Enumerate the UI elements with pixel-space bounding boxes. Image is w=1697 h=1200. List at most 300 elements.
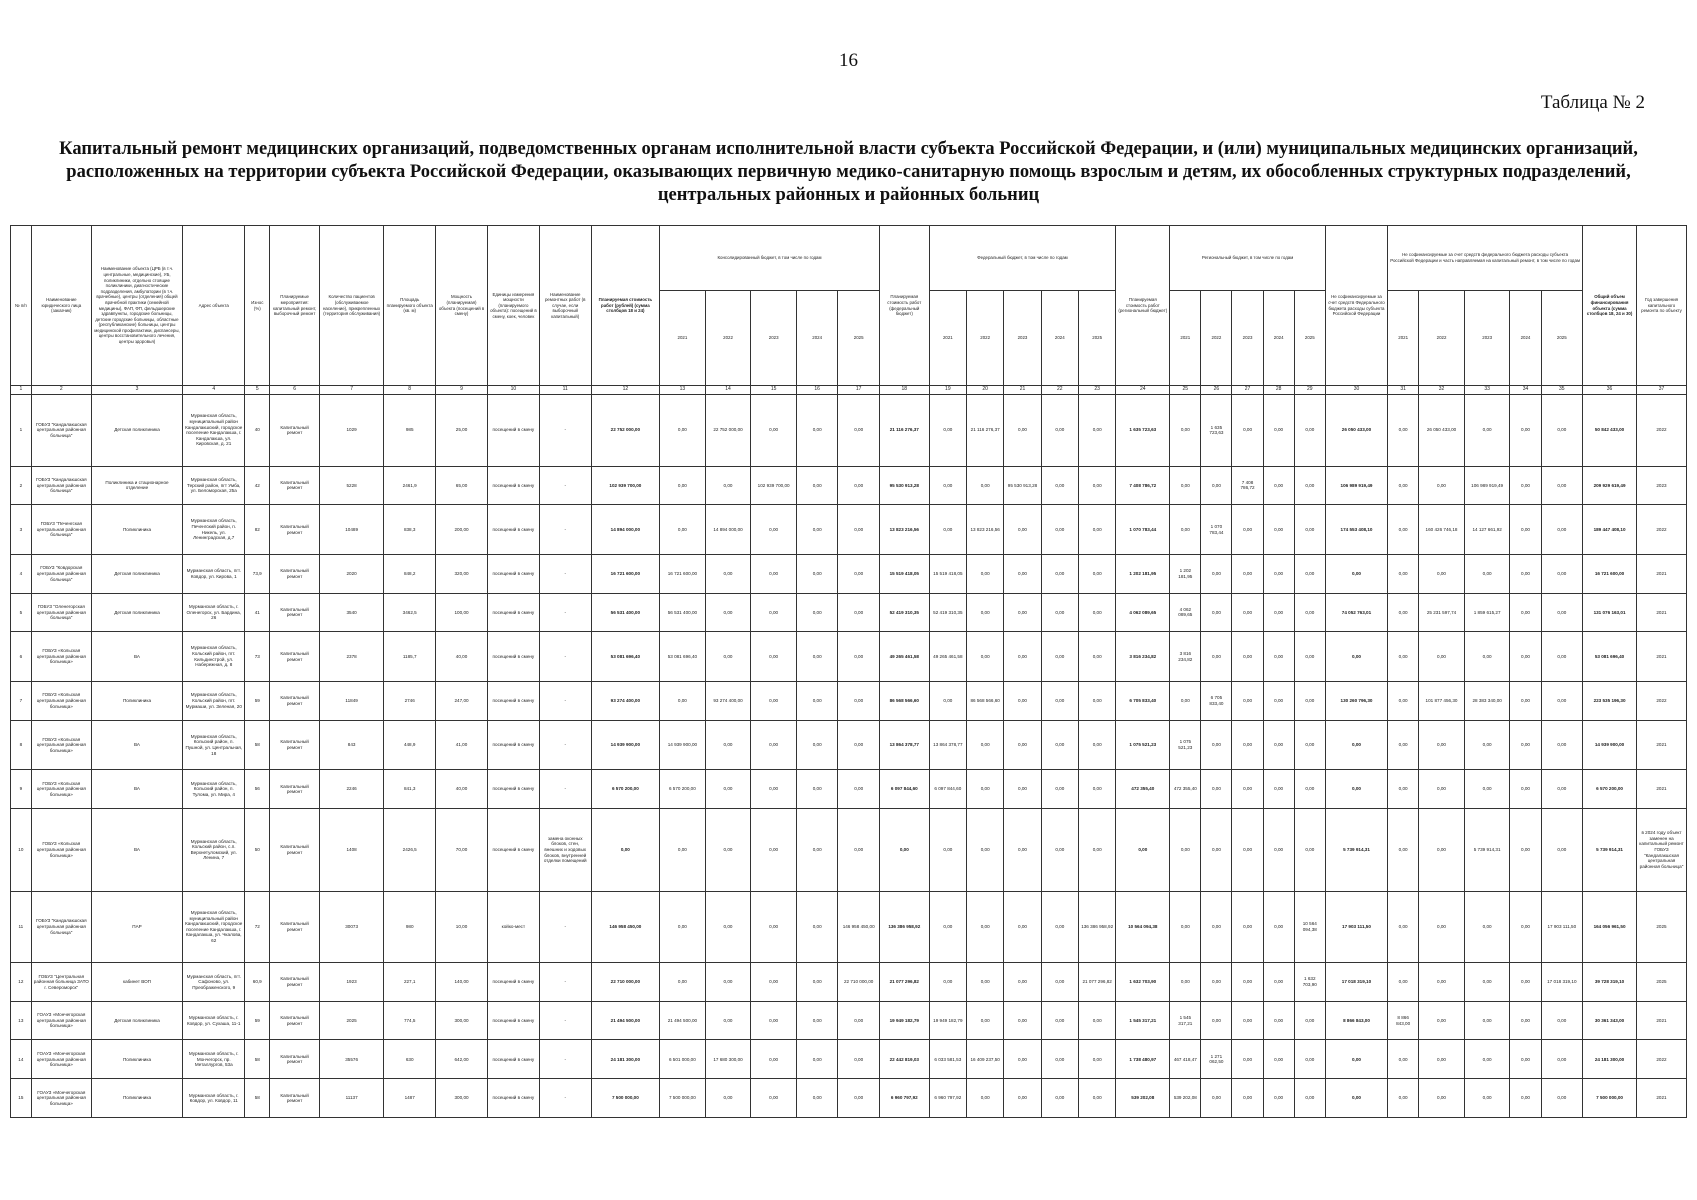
year-header: 2022 — [1419, 291, 1465, 386]
table-cell: 0,00 — [1041, 1001, 1078, 1040]
table-cell: 0,00 — [796, 395, 837, 467]
table-cell: ГОБУЗ "Ковдорская центральная районная больница" — [31, 554, 91, 593]
table-cell: 6 097 844,60 — [879, 770, 929, 809]
table-cell: 40,00 — [436, 632, 488, 682]
column-number-cell: 26 — [1201, 386, 1232, 395]
table-cell: Капитальный ремонт — [270, 505, 320, 555]
table-cell: 21 494 500,00 — [591, 1001, 659, 1040]
table-cell: 6 501 000,00 — [660, 1040, 706, 1079]
table-cell: 1 635 723,63 — [1116, 395, 1170, 467]
table-cell: 0,00 — [929, 395, 966, 467]
table-cell: - — [539, 395, 591, 467]
table-cell: 0,00 — [1201, 963, 1232, 1002]
table-cell: 223 535 196,30 — [1583, 681, 1637, 720]
table-cell: 0,00 — [1541, 554, 1583, 593]
table-cell: 0,00 — [1263, 720, 1294, 770]
table-cell: 0,00 — [1388, 466, 1419, 505]
table-cell: 0,00 — [796, 681, 837, 720]
table-cell: 1 635 723,63 — [1201, 395, 1232, 467]
table-cell: - — [539, 505, 591, 555]
table-cell: 0,00 — [1004, 554, 1041, 593]
year-header: 2025 — [1541, 291, 1583, 386]
table-cell: 1 075 521,23 — [1170, 720, 1201, 770]
table-cell: 41,00 — [436, 720, 488, 770]
table-cell: 14 — [11, 1040, 32, 1079]
column-number-cell: 33 — [1464, 386, 1510, 395]
table-cell: 15 — [11, 1079, 32, 1118]
table-cell: 0,00 — [796, 770, 837, 809]
table-row — [11, 466, 1687, 505]
table-cell: Мурманская область, Кольский район, п. Пушной, ул. Центральная, 18 — [183, 720, 245, 770]
table-cell: 0,00 — [705, 593, 751, 632]
table-cell: 0,00 — [879, 809, 929, 892]
table-cell: 53 081 696,40 — [591, 632, 659, 682]
table-cell: 0,00 — [1263, 681, 1294, 720]
table-cell: 0,00 — [967, 1079, 1004, 1118]
table-cell: 1 070 783,44 — [1116, 505, 1170, 555]
table-cell: 0,00 — [1041, 1040, 1078, 1079]
table-cell: 0,00 — [1464, 770, 1510, 809]
table-cell: 0,00 — [838, 395, 879, 467]
table-cell: 17 018 319,10 — [1541, 963, 1583, 1002]
year-header: 2023 — [751, 291, 797, 386]
table-cell: 0,00 — [705, 554, 751, 593]
table-cell: 0,00 — [1232, 963, 1263, 1002]
table-cell: 774,5 — [384, 1001, 436, 1040]
table-cell: 0,00 — [1464, 891, 1510, 963]
table-cell: посещений в смену — [487, 505, 539, 555]
table-cell: 1923 — [319, 963, 383, 1002]
table-cell: 9 — [11, 770, 32, 809]
column-number-cell: 1 — [11, 386, 32, 395]
table-cell: 5 — [11, 593, 32, 632]
table-cell: 472 355,40 — [1170, 770, 1201, 809]
table-cell: посещений в смену — [487, 720, 539, 770]
table-cell: 2246 — [319, 770, 383, 809]
table-cell: 35576 — [319, 1040, 383, 1079]
table-cell: 0,00 — [838, 770, 879, 809]
table-cell: 0,00 — [1232, 554, 1263, 593]
table-cell: 0,00 — [967, 466, 1004, 505]
table-cell: 0,00 — [1041, 963, 1078, 1002]
table-cell: 320,00 — [436, 554, 488, 593]
table-cell: 0,00 — [1263, 1040, 1294, 1079]
table-cell: 0,00 — [1464, 632, 1510, 682]
table-cell: 2021 — [1637, 1079, 1687, 1118]
table-cell: 0,00 — [1294, 809, 1325, 892]
table-cell: 0,00 — [838, 632, 879, 682]
table-cell: 0,00 — [1388, 554, 1419, 593]
table-cell: 300,00 — [436, 1001, 488, 1040]
table-cell: 21 494 500,00 — [660, 1001, 706, 1040]
table-cell: 24 181 300,00 — [1583, 1040, 1637, 1079]
table-cell: в 2024 году объект заменен на капитальный ремонт ГОБУЗ "Кандалакшская центральная районная больница" — [1637, 809, 1687, 892]
table-cell: 21 116 276,37 — [967, 395, 1004, 467]
table-cell: 7 408 786,72 — [1232, 466, 1263, 505]
table-cell: 1 075 521,23 — [1116, 720, 1170, 770]
table-cell: 8 866 843,00 — [1325, 1001, 1387, 1040]
table-cell: 0,00 — [1232, 1079, 1263, 1118]
table-cell: 6 705 833,40 — [1116, 681, 1170, 720]
table-cell: 30073 — [319, 891, 383, 963]
table-cell: Мурманская область, г. Ковдор, ул. Ковдор, 11 — [183, 1079, 245, 1118]
table-cell: 0,00 — [796, 593, 837, 632]
table-cell: 40 — [245, 395, 270, 467]
table-cell: 13 823 216,56 — [879, 505, 929, 555]
table-cell: Поликлиника — [91, 681, 182, 720]
table-cell: 14 939 900,00 — [660, 720, 706, 770]
table-cell: 0,00 — [1232, 1001, 1263, 1040]
table-cell: 160 426 746,18 — [1419, 505, 1465, 555]
table-cell: 0,00 — [1510, 466, 1541, 505]
table-cell: 146 958 450,00 — [838, 891, 879, 963]
table-body — [11, 395, 1687, 1118]
table-cell: 102 939 700,00 — [751, 466, 797, 505]
table-cell: 0,00 — [1510, 1040, 1541, 1079]
table-cell: 0,00 — [1263, 632, 1294, 682]
table-cell: 0,00 — [1041, 770, 1078, 809]
table-cell: 0,00 — [1388, 891, 1419, 963]
table-cell: 0,00 — [1263, 505, 1294, 555]
col-header-works: Наименование ремонтных работ (в случае, если выборочный капитальный) — [539, 226, 591, 386]
col-header-total-financing: Общий объем финансирования объекта (сумма столбцов 18, 24 и 30) — [1583, 226, 1637, 386]
year-header: 2025 — [1294, 291, 1325, 386]
table-cell: 1185,7 — [384, 632, 436, 682]
table-cell: 0,00 — [1041, 593, 1078, 632]
table-cell: 0,00 — [1263, 963, 1294, 1002]
table-cell: Поликлиника и стационарное отделение — [91, 466, 182, 505]
table-cell: 0,00 — [1263, 891, 1294, 963]
table-cell: 0,00 — [1232, 720, 1263, 770]
table-cell: 6 570 200,00 — [660, 770, 706, 809]
table-cell: 59 — [245, 1001, 270, 1040]
table-cell: 16 409 237,50 — [967, 1040, 1004, 1079]
table-cell: 106 989 919,49 — [1464, 466, 1510, 505]
table-cell: 0,00 — [1232, 505, 1263, 555]
year-header: 2021 — [929, 291, 966, 386]
table-cell: 0,00 — [1510, 505, 1541, 555]
table-cell: 0,00 — [1116, 809, 1170, 892]
funding-table — [10, 225, 1687, 1118]
table-cell: 4 062 089,65 — [1116, 593, 1170, 632]
year-header: 2022 — [967, 291, 1004, 386]
table-cell: 0,00 — [1263, 554, 1294, 593]
table-cell: 0,00 — [1388, 505, 1419, 555]
table-cell: - — [539, 554, 591, 593]
table-cell: 1 202 181,95 — [1170, 554, 1201, 593]
table-cell: 2021 — [1637, 554, 1687, 593]
table-cell: 13 823 216,56 — [967, 505, 1004, 555]
table-cell: 472 355,40 — [1116, 770, 1170, 809]
table-cell: 0,00 — [1078, 720, 1115, 770]
table-cell: Детская поликлиника — [91, 1001, 182, 1040]
table-cell: 848,2 — [384, 554, 436, 593]
table-row — [11, 891, 1687, 963]
table-cell: 0,00 — [705, 720, 751, 770]
table-cell: Мурманская область, г. Ковдор, ул. Сухаша, 11-1 — [183, 1001, 245, 1040]
table-cell: 0,00 — [1004, 963, 1041, 1002]
table-cell: 0,00 — [1294, 505, 1325, 555]
document-title: Капитальный ремонт медицинских организаций, подведомственных органам исполнительной власти субъекта Российской Федерации, и (или) муниципальных медицинских организаций, расположенных на территории субъекта Российской Федерации, оказывающих первичную медико-санитарную помощь взрослым и детям, их обособленных структурных подразделений, центральных районных и районных больниц — [59, 139, 1638, 205]
table-cell: посещений в смену — [487, 1001, 539, 1040]
table-cell: 0,00 — [796, 720, 837, 770]
table-cell: 0,00 — [1263, 466, 1294, 505]
table-cell: Капитальный ремонт — [270, 1001, 320, 1040]
table-cell: 0,00 — [1419, 554, 1465, 593]
table-cell: 0,00 — [1510, 593, 1541, 632]
table-cell: 0,00 — [660, 466, 706, 505]
table-cell: 0,00 — [967, 770, 1004, 809]
table-cell: 0,00 — [1464, 963, 1510, 1002]
table-cell: ВА — [91, 770, 182, 809]
table-cell: 1 738 480,97 — [1116, 1040, 1170, 1079]
table-cell: 0,00 — [1078, 1001, 1115, 1040]
column-number-cell: 8 — [384, 386, 436, 395]
table-cell: 0,00 — [705, 632, 751, 682]
table-cell: 0,00 — [1201, 593, 1232, 632]
table-cell: 0,00 — [1325, 554, 1387, 593]
col-header-nonfinanced-years: Не софинансируемые за счет средств федерального бюджета расходы субъекта Российской Федерации и часть направляемая на капитальный ремонт, в том числе по годам — [1388, 226, 1583, 291]
table-cell: 10 564 094,38 — [1116, 891, 1170, 963]
table-cell: 8 866 843,00 — [1388, 1001, 1419, 1040]
table-cell: 2021 — [1637, 720, 1687, 770]
col-header-regional-cost: Планируемая стоимость работ (региональный бюджет) — [1116, 226, 1170, 386]
table-cell: 0,00 — [1232, 770, 1263, 809]
table-cell: 630 — [384, 1040, 436, 1079]
table-cell: ПАР — [91, 891, 182, 963]
table-cell: 0,00 — [1078, 505, 1115, 555]
table-cell: ВА — [91, 720, 182, 770]
table-cell: 0,00 — [1041, 1079, 1078, 1118]
table-cell: 4 062 089,65 — [1170, 593, 1201, 632]
table-cell: 841,3 — [384, 770, 436, 809]
table-cell: 2020 — [319, 554, 383, 593]
table-cell: 6 — [11, 632, 32, 682]
table-cell: 72 — [245, 891, 270, 963]
table-cell: 0,00 — [1294, 720, 1325, 770]
table-cell: 0,00 — [1325, 770, 1387, 809]
table-cell: Мурманская область, г. Мончегорск, пр. Металлургов, 53а — [183, 1040, 245, 1079]
table-cell: 0,00 — [967, 963, 1004, 1002]
column-number-cell: 4 — [183, 386, 245, 395]
table-cell: 0,00 — [838, 720, 879, 770]
year-header: 2022 — [1201, 291, 1232, 386]
table-cell: 0,00 — [929, 466, 966, 505]
table-cell: Капитальный ремонт — [270, 466, 320, 505]
table-cell: 0,00 — [838, 1079, 879, 1118]
table-cell: 0,00 — [1325, 720, 1387, 770]
table-cell: 0,00 — [1041, 395, 1078, 467]
table-cell: ГОБУЗ "Центральная районная больница ЗАТО г. Североморск" — [31, 963, 91, 1002]
table-cell: 0,00 — [838, 554, 879, 593]
table-cell: 0,00 — [1170, 505, 1201, 555]
table-cell: 58 — [245, 720, 270, 770]
table-cell: 0,00 — [1232, 1040, 1263, 1079]
table-cell: 0,00 — [1232, 891, 1263, 963]
column-number-cell: 20 — [967, 386, 1004, 395]
table-cell: 0,00 — [751, 505, 797, 555]
table-cell: 0,00 — [1419, 632, 1465, 682]
table-cell: посещений в смену — [487, 554, 539, 593]
table-cell: 130 260 796,30 — [1325, 681, 1387, 720]
column-number-cell: 37 — [1637, 386, 1687, 395]
year-header: 2021 — [660, 291, 706, 386]
table-cell: 136 386 958,92 — [1078, 891, 1115, 963]
table-cell: 22 710 000,00 — [838, 963, 879, 1002]
column-number-cell: 12 — [591, 386, 659, 395]
table-cell: 0,00 — [1464, 395, 1510, 467]
table-cell: 58 — [245, 1040, 270, 1079]
table-cell: 0,00 — [796, 632, 837, 682]
table-cell: 10489 — [319, 505, 383, 555]
table-cell: 14 894 000,00 — [591, 505, 659, 555]
table-cell: 985 — [384, 395, 436, 467]
column-number-cell: 9 — [436, 386, 488, 395]
table-cell: - — [539, 681, 591, 720]
table-cell: 838,3 — [384, 505, 436, 555]
table-cell: 0,00 — [705, 1079, 751, 1118]
table-cell: 1 202 181,95 — [1116, 554, 1170, 593]
col-header-wear: Износ (%) — [245, 226, 270, 386]
table-cell: 0,00 — [1510, 1079, 1541, 1118]
table-row — [11, 681, 1687, 720]
table-cell: ГОБУЗ «Кольская центральная районная больница» — [31, 632, 91, 682]
table-cell: 448,9 — [384, 720, 436, 770]
table-cell: 6 570 200,00 — [1583, 770, 1637, 809]
table-cell: 0,00 — [1388, 809, 1419, 892]
table-cell: 0,00 — [1170, 891, 1201, 963]
table-cell: 0,00 — [1041, 505, 1078, 555]
table-cell: 0,00 — [1541, 720, 1583, 770]
table-row — [11, 1079, 1687, 1118]
table-cell: 4 — [11, 554, 32, 593]
table-cell: 0,00 — [1004, 395, 1041, 467]
table-row — [11, 770, 1687, 809]
table-cell: 0,00 — [1078, 1040, 1115, 1079]
table-cell: 10 564 094,38 — [1294, 891, 1325, 963]
table-cell: 0,00 — [1041, 720, 1078, 770]
table-cell: 0,00 — [751, 963, 797, 1002]
table-cell: 0,00 — [660, 809, 706, 892]
table-cell: 56 531 400,00 — [660, 593, 706, 632]
column-number-cell: 31 — [1388, 386, 1419, 395]
table-cell: 0,00 — [660, 681, 706, 720]
table-row — [11, 554, 1687, 593]
table-cell: 0,00 — [967, 554, 1004, 593]
table-cell: 0,00 — [1041, 466, 1078, 505]
table-cell: ГОАУЗ «Мончегорская центральная районная больница» — [31, 1079, 91, 1118]
table-cell: 0,00 — [1263, 1079, 1294, 1118]
table-cell: 2426,5 — [384, 809, 436, 892]
table-cell: 6 033 581,53 — [929, 1040, 966, 1079]
table-cell: 0,00 — [705, 963, 751, 1002]
table-cell: 0,00 — [1201, 1001, 1232, 1040]
table-cell: 642,00 — [436, 1040, 488, 1079]
table-cell: ГОАУЗ «Мончегорская центральная районная больница» — [31, 1001, 91, 1040]
table-cell: 189 447 408,10 — [1583, 505, 1637, 555]
table-cell: 174 553 408,10 — [1325, 505, 1387, 555]
table-cell: 2461,9 — [384, 466, 436, 505]
table-cell: 0,00 — [705, 1001, 751, 1040]
table-cell: 95 530 913,28 — [879, 466, 929, 505]
column-number-cell: 10 — [487, 386, 539, 395]
table-cell: 0,00 — [1419, 466, 1465, 505]
col-header-patients: Количество пациентов (обслуживаемое население), прикрепленных (территория обслуживания) — [319, 226, 383, 386]
table-cell: Капитальный ремонт — [270, 593, 320, 632]
table-cell: 0,00 — [838, 505, 879, 555]
table-cell: 17 018 319,10 — [1325, 963, 1387, 1002]
table-cell: Детская поликлиника — [91, 554, 182, 593]
table-cell: 200,00 — [436, 505, 488, 555]
table-cell: 0,00 — [967, 632, 1004, 682]
table-cell: кабинет ВОП — [91, 963, 182, 1002]
table-cell: 22 752 000,00 — [705, 395, 751, 467]
table-cell: 0,00 — [1464, 1001, 1510, 1040]
table-cell: 2022 — [1637, 395, 1687, 467]
table-row — [11, 505, 1687, 555]
table-cell: 0,00 — [751, 1079, 797, 1118]
table-cell: 14 127 661,92 — [1464, 505, 1510, 555]
table-cell: 0,00 — [660, 963, 706, 1002]
table-cell: 140,00 — [436, 963, 488, 1002]
table-cell: 0,00 — [1201, 770, 1232, 809]
table-cell: 0,00 — [751, 681, 797, 720]
table-cell: 25 231 597,74 — [1419, 593, 1465, 632]
table-cell: Мурманская область, Кольский район, с.п. Верхнетуломский, ул. Ленина, 7 — [183, 809, 245, 892]
table-cell: 0,00 — [1263, 809, 1294, 892]
column-number-cell: 36 — [1583, 386, 1637, 395]
table-cell: 0,00 — [967, 891, 1004, 963]
table-cell: 0,00 — [1541, 632, 1583, 682]
col-header-capacity: Мощность (планируемая) объекта (посещений в смену) — [436, 226, 488, 386]
table-cell: 2021 — [1637, 1001, 1687, 1040]
table-cell: 0,00 — [1510, 632, 1541, 682]
table-cell: Поликлиника — [91, 1040, 182, 1079]
table-cell: 6 570 200,00 — [591, 770, 659, 809]
table-cell: Капитальный ремонт — [270, 554, 320, 593]
table-cell: 0,00 — [1041, 554, 1078, 593]
table-cell: - — [539, 466, 591, 505]
year-header: 2023 — [1232, 291, 1263, 386]
table-cell: 39 728 319,10 — [1583, 963, 1637, 1002]
table-cell: 0,00 — [1388, 632, 1419, 682]
col-header-index: № п/п — [11, 226, 32, 386]
column-number-cell: 23 — [1078, 386, 1115, 395]
table-cell: 0,00 — [751, 720, 797, 770]
table-cell: 16 721 600,00 — [591, 554, 659, 593]
table-cell: 0,00 — [1232, 809, 1263, 892]
table-cell: 22 752 000,00 — [591, 395, 659, 467]
table-cell: 0,00 — [1078, 681, 1115, 720]
table-cell: 0,00 — [1510, 681, 1541, 720]
table-cell: 0,00 — [1232, 593, 1263, 632]
table-cell: Поликлиника — [91, 1079, 182, 1118]
table-cell: 19 949 182,79 — [929, 1001, 966, 1040]
table-cell: 13 — [11, 1001, 32, 1040]
table-cell: 0,00 — [1201, 1079, 1232, 1118]
table-cell: 0,00 — [1510, 720, 1541, 770]
table-cell: 0,00 — [1263, 770, 1294, 809]
table-cell: 2023 — [1637, 466, 1687, 505]
column-number-cell: 7 — [319, 386, 383, 395]
table-cell: 52 419 310,35 — [879, 593, 929, 632]
table-cell: 26 050 433,00 — [1325, 395, 1387, 467]
table-cell: 0,00 — [1510, 770, 1541, 809]
table-cell: Мурманская область, Терский район, пгт Умба, ул. Беломорская, 25а — [183, 466, 245, 505]
table-row — [11, 963, 1687, 1002]
table-cell: 0,00 — [1170, 466, 1201, 505]
table-cell: 0,00 — [1388, 720, 1419, 770]
